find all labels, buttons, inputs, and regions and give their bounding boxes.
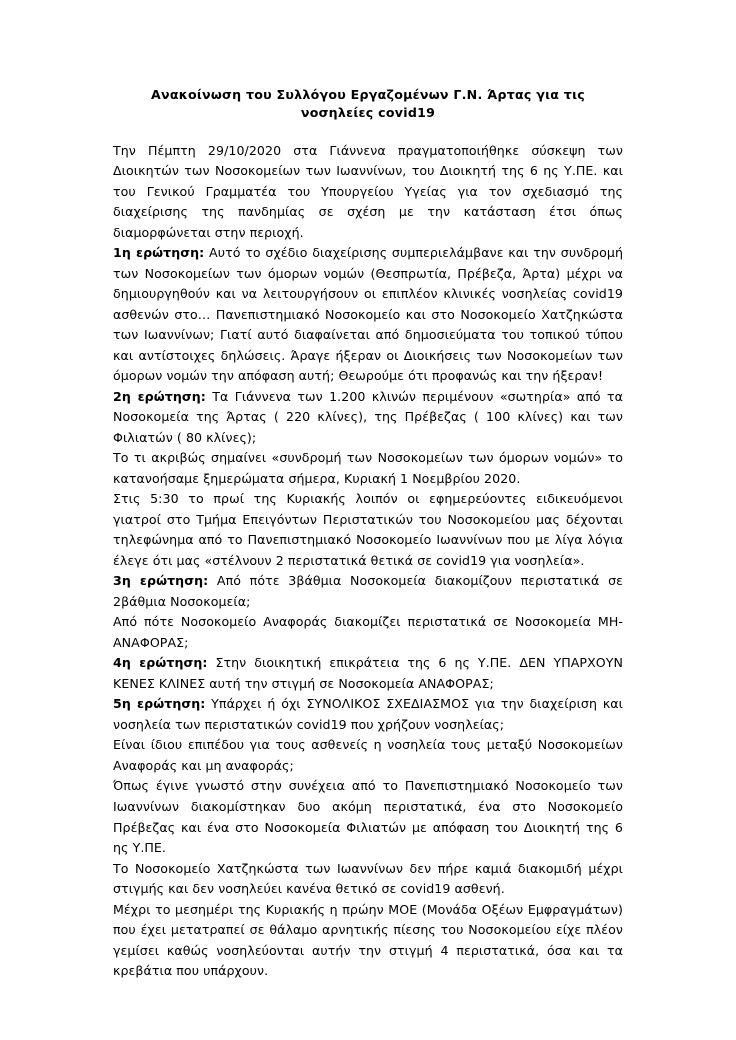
question-5-label: 5η ερώτηση: (113, 696, 206, 712)
question-1 (113, 243, 623, 387)
closing-paragraph-2: Όπως έγινε γνωστό στην συνέχεια από το Πανεπιστημιακό Νοσοκομείο των Ιωαννίνων διακομίστηκαν δυο ακόμη περιστατικά, ένα στο Νοσοκομείο Πρέβεζας και ένα στο Νοσοκομεία Φιλιατών με απόφαση του Διοικητή της 6 ης Υ.ΠΕ. (113, 778, 623, 856)
question-2-continuation-2: Στις 5:30 το πρωί της Κυριακής λοιπόν οι εφημερεύοντες ειδικευόμενοι γιατροί στο Τμήμα Επειγόντων Περιστατικών του Νοσοκομείου μας δέχονται τηλεφώνημα από το Πανεπιστημιακό Νοσοκομείο Ιωαννίνων που με λίγα λόγια έλεγε ότι μας «στέλνουν 2 περιστατικά θετικά σε covid19 για νοσηλεία». (113, 491, 623, 568)
question-4 (113, 653, 623, 694)
page-title: Ανακοίνωση του Συλλόγου Εργαζομένων Γ.Ν. Άρτας για τις νοσηλείες covid19 (151, 87, 585, 121)
question-2-label: 2η ερώτηση: (113, 388, 206, 404)
question-5 (113, 694, 623, 735)
question-3-continuation-1: Από πότε Νοσοκομείο Αναφοράς διακομίζει περιστατικά σε Νοσοκομεία ΜΗ-ΑΝΑΦΟΡΑΣ; (113, 614, 623, 650)
question-1-label: 1η ερώτηση: (113, 245, 205, 261)
closing-paragraph-4: Μέχρι το μεσημέρι της Κυριακής η πρώην ΜΟΕ (Μονάδα Οξέων Εμφραγμάτων) που έχει μετατραπεί σε θάλαμο αρνητικής πίεσης του Νοσοκομείου είχε πλέον γεμίσει καθώς νοσηλεύονται αυτήν την στιγμή 4 περιστατικά, όσα και τα κρεβάτια που υπάρχουν. (113, 901, 623, 979)
question-1-body: Αυτό το σχέδιο διαχείρισης συμπεριελάμβανε και την συνδρομή των Νοσοκομείων των όμορων νομών (Θεσπρωτία, Πρέβεζα, Άρτα) μέχρι να δημιουργηθούν και να λειτουργήσουν οι επιπλέον κλινικές νοσηλείας covid19 ασθενών στο… Πανεπιστημιακό Νοσοκομείο και στο Νοσοκομείο Χατζηκώστα των Ιωαννίνων; Γιατί αυτό διαφαίνεται από δημοσιεύματα του τοπικού τύπου και αντίστοιχες δηλώσεις. Άραγε ήξεραν οι Διοικήσεις των Νοσοκομείων των όμορων νομών την απόφαση αυτή; Θεωρούμε ότι προφανώς και την ήξεραν! (113, 245, 623, 384)
question-2-body: Τα Γιάννενα των 1.200 κλινών περιμένουν «σωτηρία» από τα Νοσοκομεία της Άρτας ( 220 κλίνες), της Πρέβεζας ( 100 κλίνες) και των Φιλιατών ( 80 κλίνες); (113, 388, 623, 445)
closing-paragraph-1: Είναι ίδιου επιπέδου για τους ασθενείς η νοσηλεία τους μεταξύ Νοσοκομείων Αναφοράς και μη αναφοράς; (113, 737, 623, 773)
question-4-body: Στην διοικητική επικράτεια της 6 ης Υ.ΠΕ. ΔΕΝ ΥΠΑΡΧΟΥΝ ΚΕΝΕΣ ΚΛΙΝΕΣ αυτή την στιγμή σε Νοσοκομεία ΑΝΑΦΟΡΑΣ; (113, 655, 623, 691)
question-2 (113, 387, 623, 449)
question-3-label: 3η ερώτηση: (113, 573, 209, 589)
question-2-continuation-1: Το τι ακριβώς σημαίνει «συνδρομή των Νοσοκομείων των όμορων νομών» το κατανοήσαμε ξημερώματα σήμερα, Κυριακή 1 Νοεμβρίου 2020. (113, 450, 623, 486)
closing-paragraph-3: Το Νοσοκομείο Χατζηκώστα των Ιωαννίνων δεν πήρε καμιά διακομιδή μέχρι στιγμής και δεν νοσηλεύει κανένα θετικό σε covid19 ασθενή. (113, 860, 623, 897)
intro-paragraph: Την Πέμπτη 29/10/2020 στα Γιάννενα πραγματοποιήθηκε σύσκεψη των Διοικητών των Νοσοκομείων των Ιωαννίνων, του Διοικητή της 6 ης Υ.ΠΕ. και του Γενικού Γραμματέα του Υπουργείου Υγείας για τον σχεδιασμό της διαχείρισης της πανδημίας σε σχέση με την κατάσταση έτσι όπως διαμορφώνεται στην περιοχή. (113, 142, 623, 240)
question-3-body: Από πότε 3βάθμια Νοσοκομεία διακομίζουν περιστατικά σε 2βάθμια Νοσοκομεία; (113, 573, 623, 609)
question-3 (113, 571, 623, 612)
question-5-body: Υπάρχει ή όχι ΣΥΝΟΛΙΚΟΣ ΣΧΕΔΙΑΣΜΟΣ για την διαχείριση και νοσηλεία των περιστατικών covid19 που χρήζουν νοσηλείας; (113, 696, 623, 732)
question-4-label: 4η ερώτηση: (113, 655, 208, 671)
